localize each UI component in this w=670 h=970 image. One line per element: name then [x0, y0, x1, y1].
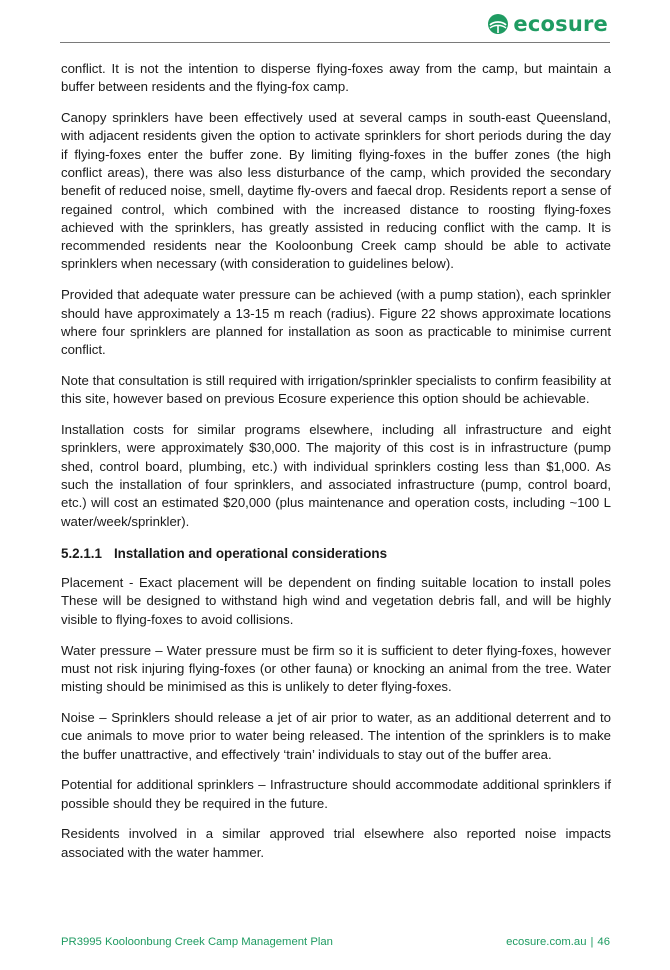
body-paragraph: Noise – Sprinklers should release a jet of air prior to water, as an additional deterrent and to cue animals to move prior to water being released. The intention of the sprinklers is to make the buffer unattractive, and effectively ‘train’ individuals to stay out of the buffer area.: [61, 709, 611, 762]
page-number: 46: [597, 936, 610, 948]
footer-document-title: PR3995 Kooloonbung Creek Camp Management Plan: [61, 936, 333, 948]
document-body: [61, 60, 611, 874]
body-paragraph: Installation costs for similar programs elsewhere, including all infrastructure and eight sprinklers, were approximately $30,000. The majority of this cost is in infrastructure (pump shed, control board, plumbing, etc.) with individual sprinklers costing less than $1,000. As such the installation of four sprinklers, and associated infrastructure (pump, control board, etc.) will cost an estimated $20,000 (plus maintenance and operation costs, including ~100 L water/week/sprinkler).: [61, 422, 611, 529]
body-paragraph: Placement - Exact placement will be dependent on finding suitable location to install poles These will be designed to withstand high wind and vegetation debris fall, and will be highly visible to flying-foxes to avoid collisions.: [61, 575, 611, 627]
footer-website: ecosure.com.au: [506, 936, 587, 948]
footer-right: [506, 936, 610, 948]
logo-wordmark: ecosure: [513, 12, 608, 36]
ecosure-leaf-icon: [487, 13, 509, 35]
body-paragraph: conflict. It is not the intention to disperse flying-foxes away from the camp, but maintain a buffer between residents and the flying-fox camp.: [61, 61, 611, 95]
body-paragraph: Canopy sprinklers have been effectively used at several camps in south-east Queensland, with adjacent residents given the option to activate sprinklers for short periods during the day if flying-foxes enter the buffer zone. By limiting flying-foxes in the buffer zones (the high conflict areas), there was also less disturbance of the camp, which provided the secondary benefit of reduced noise, smell, daytime fly-overs and faecal drop. Residents report a sense of regained control, which combined with the increased distance to roosting flying-foxes achieved with the sprinklers, has greatly assisted in reducing conflict with the camp. It is recommended residents near the Kooloonbung Creek camp should be able to activate sprinklers when necessary (with consideration to guidelines below).: [61, 110, 611, 272]
section-title: Installation and operational considerations: [113, 545, 388, 561]
body-paragraph: Water pressure – Water pressure must be firm so it is sufficient to deter flying-foxes, however must not risk injuring flying-foxes (or other fauna) or knocking an animal from the tree. Water misting should be minimised as this is unlikely to deter flying-foxes.: [61, 642, 611, 695]
body-paragraph: Note that consultation is still required with irrigation/sprinkler specialists to confirm feasibility at this site, however based on previous Ecosure experience this option should be achievable.: [61, 372, 611, 407]
body-paragraph: Residents involved in a similar approved trial elsewhere also reported noise impacts associated with the water hammer.: [61, 826, 611, 860]
body-paragraph: Potential for additional sprinklers – Infrastructure should accommodate additional sprinklers if possible should they be required in the future.: [61, 777, 611, 811]
footer-separator: |: [590, 936, 594, 948]
page-header: [60, 12, 610, 43]
ecosure-logo: [487, 12, 608, 36]
section-number: 5.2.1.1: [61, 545, 102, 561]
section-heading: [61, 545, 611, 563]
body-paragraph: Provided that adequate water pressure can be achieved (with a pump station), each sprinkler should have approximately a 13-15 m reach (radius). Figure 22 shows approximate locations where four sprinklers are planned for installation as soon as practicable to minimise current conflict.: [61, 287, 611, 358]
